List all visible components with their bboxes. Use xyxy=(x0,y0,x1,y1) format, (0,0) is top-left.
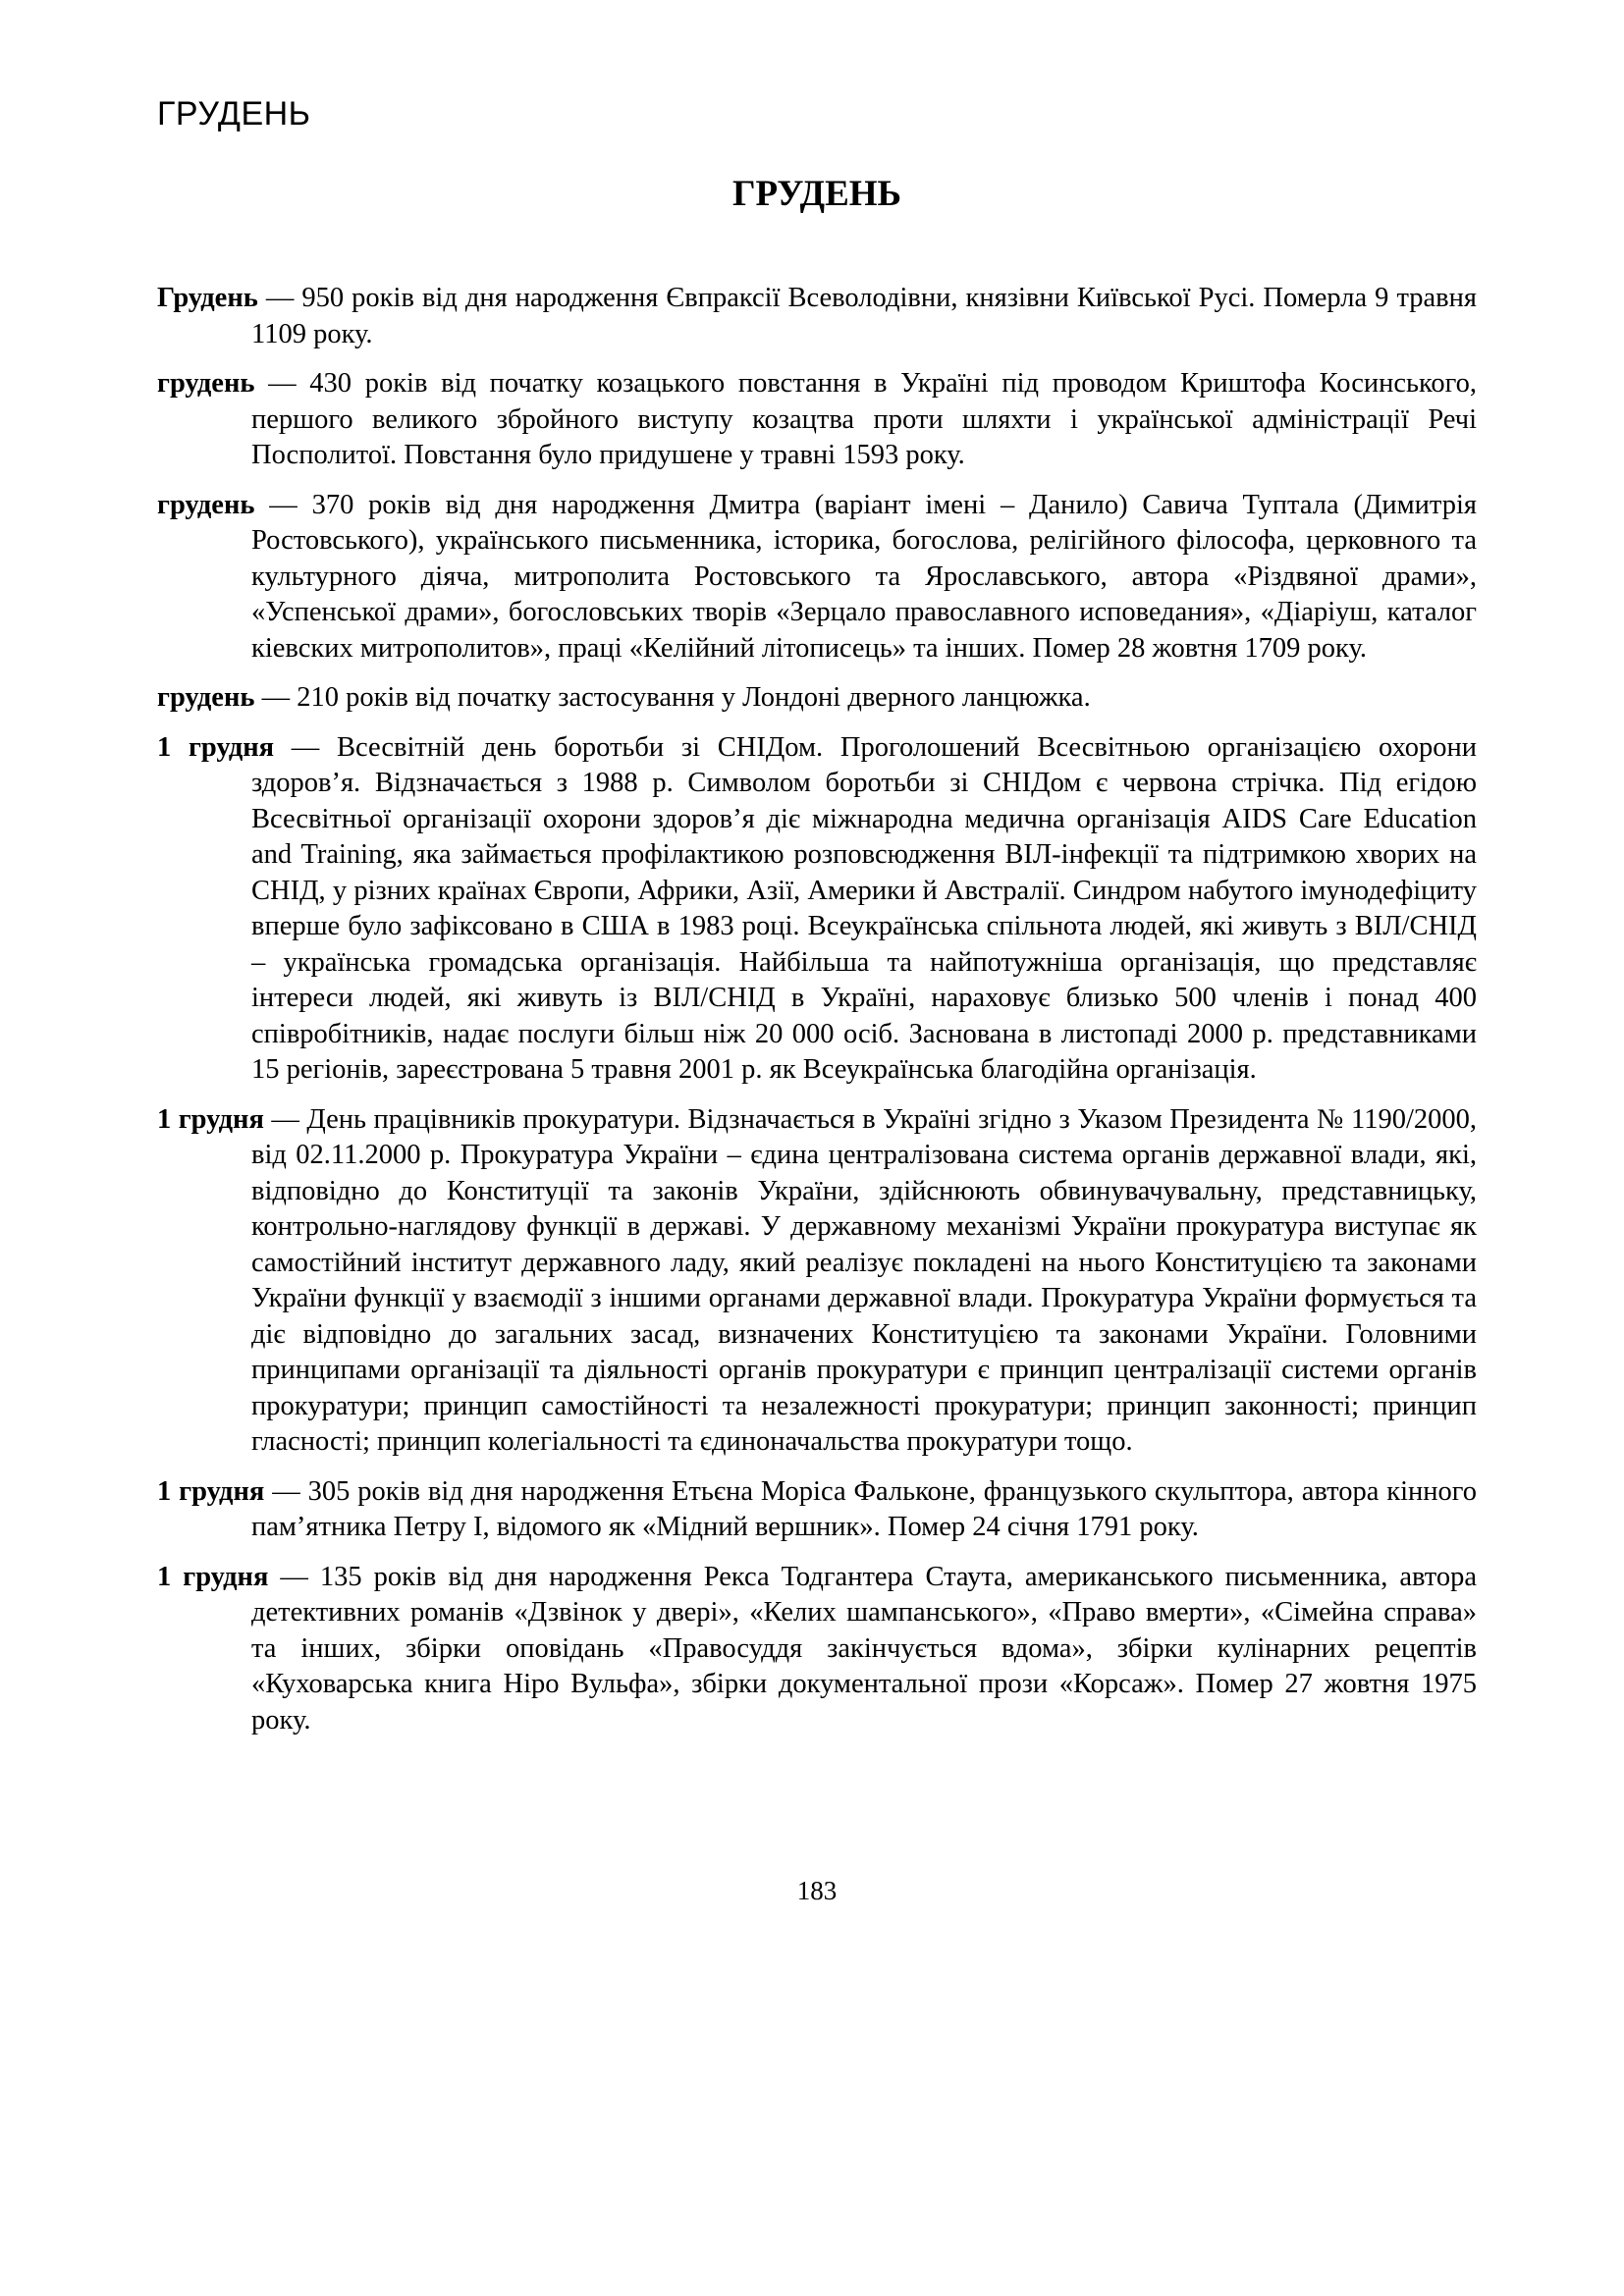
entry-date: грудень xyxy=(157,489,255,520)
entry-date: 1 грудня xyxy=(157,1475,265,1507)
calendar-entry xyxy=(157,1474,1477,1546)
entry-text: — 370 років від дня народження Дмитра (варіант імені – Данило) Савича Туптала (Димитрія Ростовського), українського письменника, історика, богослова, релігійного філософа, церковного та культурного діяча, митрополита Ростовського та Ярославського, автора «Різдвяної драми», «Успенської драми», богословських творів «Зерцало православного исповедания», «Діаріуш, каталог кіевских митрополитов», праці «Келійний літописець» та інших. Помер 28 жовтня 1709 року. xyxy=(251,489,1477,664)
entry-text: — 950 років від дня народження Євпраксії Всеволодівни, князівни Київської Русі. Померла 9 травня 1109 року. xyxy=(251,283,1477,349)
calendar-entry xyxy=(157,366,1477,474)
calendar-entry xyxy=(157,281,1477,352)
calendar-entry xyxy=(157,730,1477,1089)
page-title: ГРУДЕНЬ xyxy=(731,174,901,214)
running-head: ГРУДЕНЬ xyxy=(157,95,311,133)
entry-date: 1 грудня xyxy=(157,731,275,763)
entry-text: — 135 років від дня народження Рекса Тодгантера Стаута, американського письменника, автора детективних романів «Дзвінок у двері», «Келих шампанського», «Право вмерти», «Сімейна справа» та інших, збірки оповідань «Правосуддя закінчується вдома», збірки кулінарних рецептів «Куховарська книга Ніро Вульфа», збірки документальної прози «Корсаж». Помер 27 жовтня 1975 року. xyxy=(251,1561,1477,1735)
entry-date: грудень xyxy=(157,368,255,399)
calendar-entry xyxy=(157,1560,1477,1739)
entry-date: 1 грудня xyxy=(157,1103,264,1135)
entry-date: грудень xyxy=(157,682,255,713)
entry-text: — 430 років від початку козацького повстання в Україні під проводом Криштофа Косинського, першого великого збройного виступу козацтва проти шляхти і української адміністрації Речі Посполитої. Повстання було придушене у травні 1593 року. xyxy=(251,368,1477,470)
entry-text: — 210 років від початку застосування у Лондоні дверного ланцюжка. xyxy=(254,682,1091,713)
calendar-entries xyxy=(157,281,1477,1752)
calendar-entry xyxy=(157,488,1477,667)
entry-date: Грудень xyxy=(157,283,258,313)
calendar-entry xyxy=(157,680,1477,717)
entry-text: — 305 років від дня народження Етьєна Моріса Фальконе, французького скульптора, автора кінного пам’ятника Петру І, відомого як «Мідний вершник». Помер 24 січня 1791 року. xyxy=(251,1475,1477,1542)
entry-text: — День працівників прокуратури. Відзначається в Україні згідно з Указом Президента № 1190/2000, від 02.11.2000 р. Прокуратура України – єдина централізована система органів державної влади, які, відповідно до Конституції та законів України, здійснюють обвинувачувальну, представницьку, контрольно-наглядову функції в державі. У державному механізмі України прокуратура виступає як самостійний інститут державного ладу, який реалізує покладені на нього Конституцією та законами України функції у взаємодії з іншими органами державної влади. Прокуратура України формується та діє відповідно до загальних засад, визначених Конституцією та законами України. Головними принципами організації та діяльності органів прокуратури є принцип централізації системи органів прокуратури; принцип самостійності та незалежності прокуратури; принцип законності; принцип гласності; принцип колегіальності та єдиноначальства прокуратури тощо. xyxy=(251,1103,1477,1457)
calendar-entry xyxy=(157,1102,1477,1461)
page-number: 183 xyxy=(796,1876,838,1905)
entry-date: 1 грудня xyxy=(157,1561,269,1592)
entry-text: — Всесвітній день боротьби зі СНІДом. Проголошений Всесвітньою організацією охорони здоров’я. Відзначається з 1988 р. Символом боротьби зі СНІДом є червона стрічка. Під егідою Всесвітньої організації охорони здоров’я діє міжнародна медична організація AIDS Care Education and Training, яка займається профілактикою розповсюдження ВІЛ-інфекції та підтримкою хворих на СНІД, у різних країнах Європи, Африки, Азії, Америки й Австралії. Синдром набутого імунодефіциту вперше було зафіксовано в США в 1983 році. Всеукраїнська спільнота людей, які живуть з ВІЛ/СНІД – українська громадська організація. Найбільша та найпотужніша організація, що представляє інтереси людей, які живуть із ВІЛ/СНІД в Україні, нараховує близько 500 членів і понад 400 співробітників, надає послуги більш ніж 20 000 осіб. Заснована в листопаді 2000 р. представниками 15 регіонів, зареєстрована 5 травня 2001 р. як Всеукраїнська благодійна організація. xyxy=(251,731,1477,1085)
